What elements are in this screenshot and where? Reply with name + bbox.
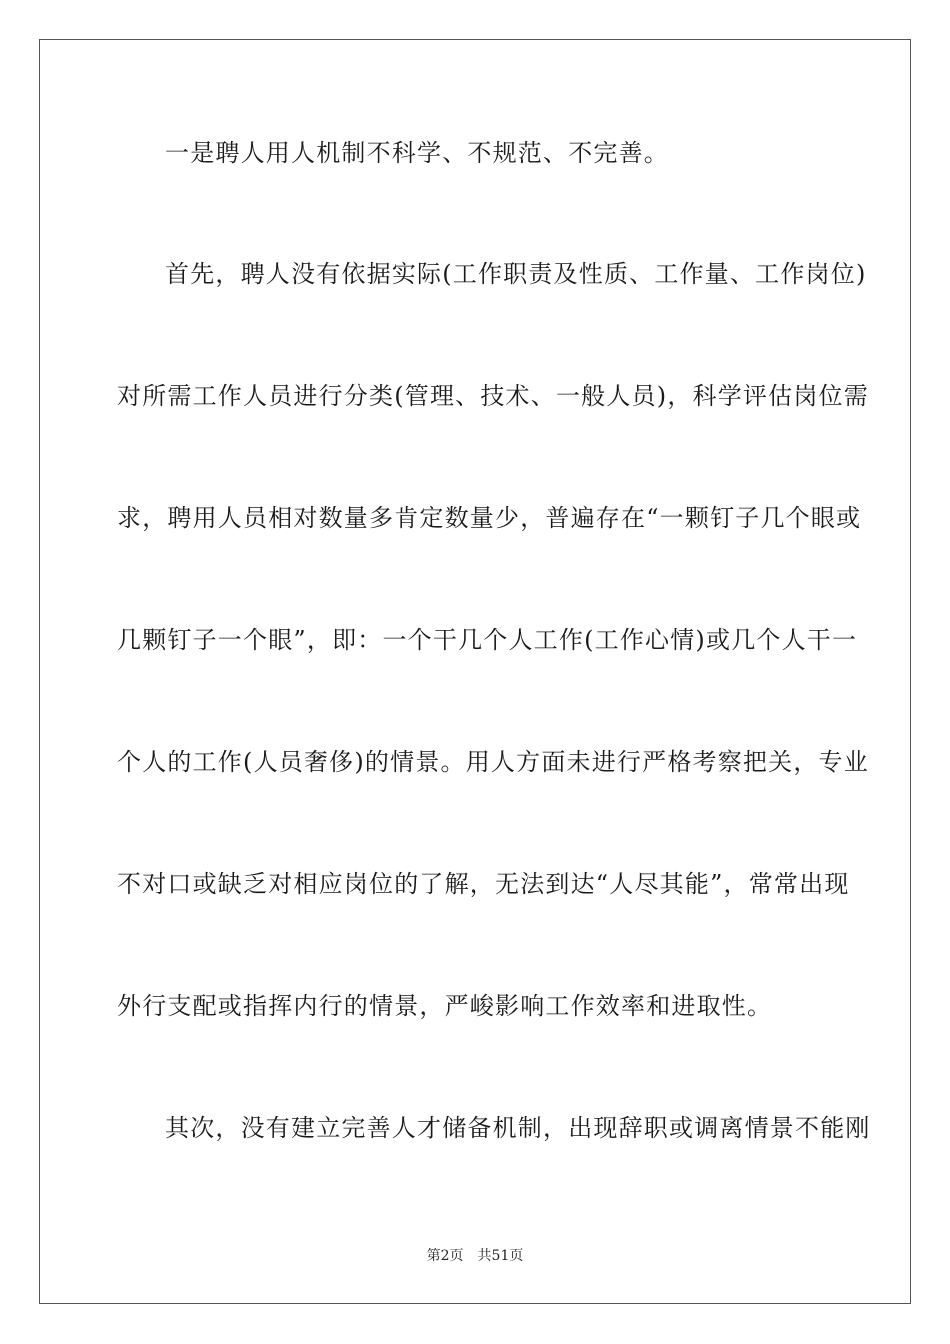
paragraph-line-9: 其次，没有建立完善人才储备机制，出现辞职或调离情景不能刚 xyxy=(165,1114,871,1142)
page-number-total: 共51页 xyxy=(477,1248,524,1264)
paragraph-line-2: 首先，聘人没有依据实际(工作职责及性质、工作量、工作岗位) xyxy=(165,260,867,288)
paragraph-line-4: 求，聘用人员相对数量多肯定数量少，普遍存在“一颗钉子几个眼或 xyxy=(117,504,862,532)
paragraph-line-8: 外行支配或指挥内行的情景，严峻影响工作效率和进取性。 xyxy=(117,992,773,1020)
page-footer xyxy=(0,1246,950,1266)
paragraph-line-1: 一是聘人用人机制不科学、不规范、不完善。 xyxy=(165,139,669,167)
paragraph-line-7: 不对口或缺乏对相应岗位的了解，无法到达“人尽其能”，常常出现 xyxy=(117,870,850,898)
page-number-current: 第2页 xyxy=(426,1248,464,1264)
paragraph-line-5: 几颗钉子一个眼”，即：一个干几个人工作(工作心情)或几个人干一 xyxy=(117,626,858,654)
paragraph-line-3: 对所需工作人员进行分类(管理、技术、一般人员)，科学评估岗位需 xyxy=(117,382,869,410)
paragraph-line-6: 个人的工作(人员奢侈)的情景。用人方面未进行严格考察把关，专业 xyxy=(117,748,869,776)
